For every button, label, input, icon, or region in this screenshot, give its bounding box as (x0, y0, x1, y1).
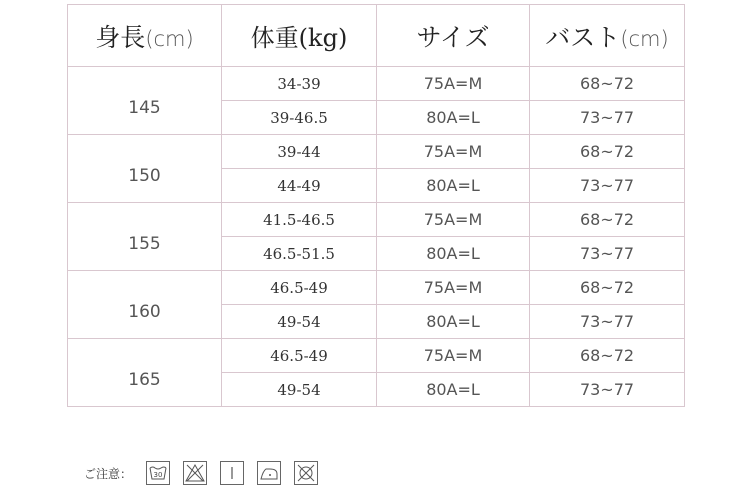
bust-cell: 73~77 (530, 169, 685, 203)
weight-header: 体重(kg) (222, 5, 377, 67)
bust-cell: 68~72 (530, 339, 685, 373)
weight-cell: 41.5-46.5 (222, 203, 377, 237)
height-cell: 145 (68, 67, 222, 135)
size-cell: 80A=L (377, 237, 530, 271)
bust-cell: 68~72 (530, 67, 685, 101)
weight-cell: 46.5-49 (222, 339, 377, 373)
size-cell: 80A=L (377, 169, 530, 203)
do-not-bleach-icon (183, 461, 207, 485)
height-cell: 155 (68, 203, 222, 271)
care-instructions (84, 459, 331, 487)
do-not-tumble-dry-icon (294, 461, 318, 485)
header-row (68, 5, 685, 67)
low-iron-icon (257, 461, 281, 485)
size-cell: 80A=L (377, 373, 530, 407)
bust-header: バスト(cm) (530, 5, 685, 67)
height-cell: 160 (68, 271, 222, 339)
weight-cell: 46.5-51.5 (222, 237, 377, 271)
care-label: ご注意： (84, 466, 133, 481)
size-cell: 80A=L (377, 101, 530, 135)
table-row (68, 203, 685, 237)
size-cell: 75A=M (377, 203, 530, 237)
weight-cell: 39-44 (222, 135, 377, 169)
size-chart-table (67, 4, 685, 407)
size-cell: 75A=M (377, 271, 530, 305)
size-cell: 75A=M (377, 339, 530, 373)
weight-cell: 49-54 (222, 305, 377, 339)
table-row (68, 271, 685, 305)
table-row (68, 67, 685, 101)
table-row (68, 135, 685, 169)
weight-cell: 39-46.5 (222, 101, 377, 135)
bust-cell: 68~72 (530, 203, 685, 237)
table-row (68, 339, 685, 373)
size-header: サイズ (377, 5, 530, 67)
bust-cell: 68~72 (530, 135, 685, 169)
size-cell: 80A=L (377, 305, 530, 339)
weight-cell: 44-49 (222, 169, 377, 203)
bust-cell: 68~72 (530, 271, 685, 305)
height-header: 身長(cm) (68, 5, 222, 67)
weight-cell: 34-39 (222, 67, 377, 101)
hand-wash-30-icon (146, 461, 170, 485)
bust-cell: 73~77 (530, 101, 685, 135)
wash-temp-label: 30 (153, 471, 163, 479)
height-cell: 150 (68, 135, 222, 203)
weight-cell: 46.5-49 (222, 271, 377, 305)
bust-cell: 73~77 (530, 237, 685, 271)
size-cell: 75A=M (377, 135, 530, 169)
bust-cell: 73~77 (530, 373, 685, 407)
bust-cell: 73~77 (530, 305, 685, 339)
height-cell: 165 (68, 339, 222, 407)
weight-cell: 49-54 (222, 373, 377, 407)
size-cell: 75A=M (377, 67, 530, 101)
hang-dry-icon (220, 461, 244, 485)
